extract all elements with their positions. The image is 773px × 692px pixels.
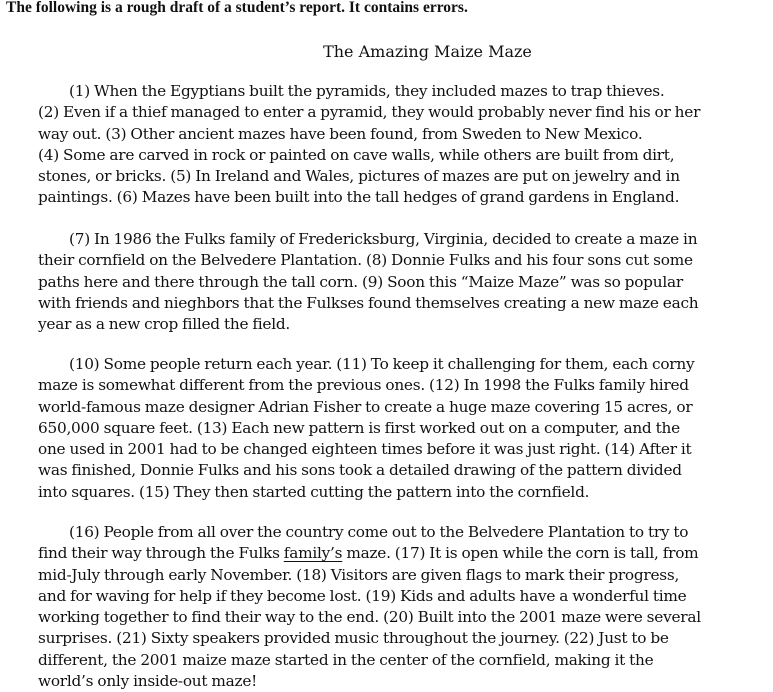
paragraph-3	[38, 354, 773, 503]
paragraph-line: stones, or bricks. (5) In Ireland and Wales, pictures of mazes are put on jewelry and in	[38, 167, 680, 186]
paragraph-line: way out. (3) Other ancient mazes have been found, from Sweden to New Mexico.	[38, 124, 643, 143]
paragraph-1	[38, 81, 773, 209]
paragraph-line: into squares. (15) They then started cutting the pattern into the cornfield.	[38, 482, 590, 501]
paragraph-line: with friends and nieghbors that the Fulkses found themselves creating a new maze each	[38, 293, 699, 312]
paragraph-line: (7) In 1986 the Fulks family of Fredericksburg, Virginia, decided to create a maze in	[69, 230, 698, 248]
paragraph-line: surprises. (21) Sixty speakers provided music throughout the journey. (22) Just to be	[38, 629, 669, 648]
paragraph-line: maze is somewhat different from the previous ones. (12) In 1998 the Fulks family hired	[38, 376, 689, 395]
paragraph-line: year as a new crop filled the field.	[38, 315, 291, 334]
paragraph-line: world-famous maze designer Adrian Fisher to create a huge maze covering 15 acres, or	[38, 397, 693, 416]
paragraph-line: world’s only inside-out maze!	[38, 672, 258, 691]
underlined-word: family’s	[283, 544, 343, 563]
paragraph-line: paintings. (6) Mazes have been built into the tall hedges of grand gardens in England.	[38, 188, 680, 207]
paragraph-line: was finished, Donnie Fulks and his sons took a detailed drawing of the pattern divided	[38, 461, 682, 480]
instructions-heading: The following is a rough draft of a student’s report. It contains errors.	[6, 0, 468, 16]
line-text: maze. (17) It is open while the corn is tall, from	[342, 544, 699, 563]
paragraph-line: their cornfield on the Belvedere Plantation. (8) Donnie Fulks and his four sons cut some	[38, 251, 693, 270]
report-title: The Amazing Maize Maze	[323, 42, 532, 61]
paragraph-line: 650,000 square feet. (13) Each new pattern is first worked out on a computer, and the	[38, 418, 680, 437]
line-text: find their way through the Fulks	[38, 544, 284, 563]
paragraph-2	[38, 229, 773, 335]
paragraph-line: (1) When the Egyptians built the pyramids, they included mazes to trap thieves.	[69, 82, 665, 100]
paragraph-line: paths here and there through the tall corn. (9) Soon this “Maize Maze” was so popular	[38, 272, 683, 291]
paragraph-line: and for waving for help if they become lost. (19) Kids and adults have a wonderful time	[38, 586, 687, 605]
paragraph-4	[38, 522, 773, 692]
paragraph-line: (16) People from all over the country come out to the Belvedere Plantation to try to	[69, 523, 689, 541]
paragraph-line: (10) Some people return each year. (11) To keep it challenging for them, each corny	[69, 355, 695, 373]
paragraph-line: mid-July through early November. (18) Visitors are given flags to mark their progress,	[38, 565, 680, 584]
paragraph-line: one used in 2001 had to be changed eighteen times before it was just right. (14) After it	[38, 440, 692, 459]
paragraph-line	[38, 543, 773, 564]
paragraph-line: (4) Some are carved in rock or painted on cave walls, while others are built from dirt,	[38, 145, 675, 164]
paragraph-line: working together to find their way to the end. (20) Built into the 2001 maze were several	[38, 608, 701, 627]
paragraph-line: (2) Even if a thief managed to enter a pyramid, they would probably never find his or her	[38, 103, 701, 122]
paragraph-line: different, the 2001 maize maze started in the center of the cornfield, making it the	[38, 650, 654, 669]
